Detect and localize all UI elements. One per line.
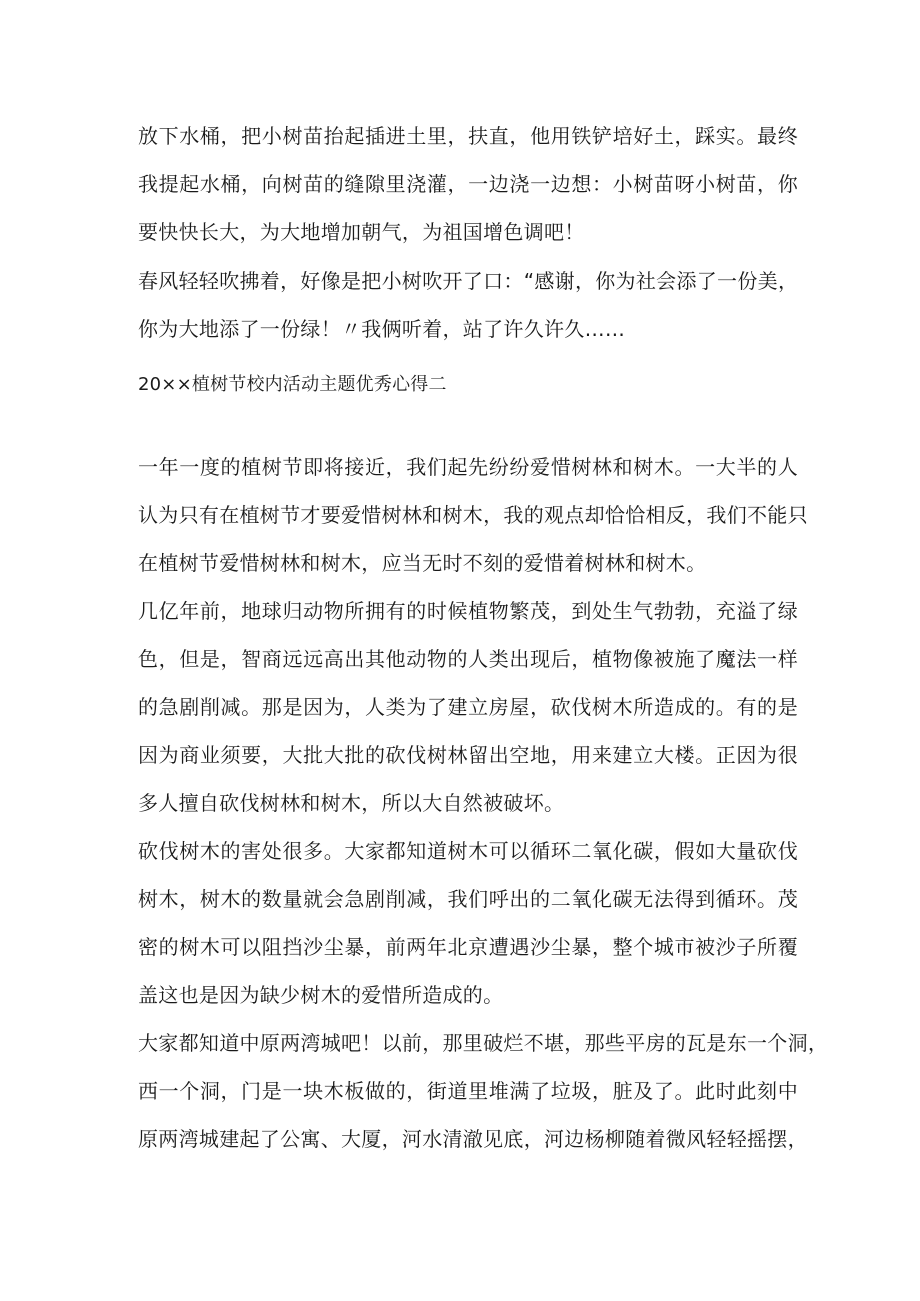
text-line: 砍伐树木的害处很多。大家都知道树木可以循环二氧化碳，假如大量砍伐	[138, 839, 798, 863]
text-line: 放下水桶，把小树苗抬起插进土里，扶直，他用铁铲培好土，踩实。最终	[138, 124, 798, 148]
text-line: 我提起水桶，向树苗的缝隙里浇灌，一边浇一边想：小树苗呀小树苗，你	[138, 172, 798, 196]
text-line: 因为商业须要，大批大批的砍伐树林留出空地，用来建立大楼。正因为很	[138, 743, 798, 767]
text-line: 大家都知道中原两湾城吧！以前，那里破烂不堪，那些平房的瓦是东一个洞，	[138, 1031, 829, 1055]
text-line: 西一个洞，门是一块木板做的，街道里堆满了垃圾，脏及了。此时此刻中	[138, 1079, 798, 1103]
text-line: 你为大地添了一份绿！〃我俩听着，站了许久许久……	[138, 317, 626, 341]
text-line: 认为只有在植树节才要爱惜树林和树木，我的观点却恰恰相反，我们不能只	[138, 503, 808, 527]
text-line: 的急剧削减。那是因为，人类为了建立房屋，砍伐树木所造成的。有的是	[138, 695, 798, 719]
text-line: 几亿年前，地球归动物所拥有的时候植物繁茂，到处生气勃勃，充溢了绿	[138, 599, 798, 623]
text-line: 色，但是，智商远远高出其他动物的人类出现后，植物像被施了魔法一样	[138, 647, 798, 671]
text-line: 密的树木可以阻挡沙尘暴，前两年北京遭遇沙尘暴，整个城市被沙子所覆	[138, 935, 798, 959]
section-heading: 20××植树节校内活动主题优秀心得二	[138, 374, 447, 395]
text-line: 一年一度的植树节即将接近，我们起先纷纷爱惜树林和树木。一大半的人	[138, 455, 798, 479]
text-line: 盖这也是因为缺少树木的爱惜所造成的。	[138, 983, 504, 1007]
text-line: 在植树节爱惜树林和树木，应当无时不刻的爱惜着树林和树木。	[138, 551, 707, 575]
text-line: 树木，树木的数量就会急剧削减，我们呼出的二氧化碳无法得到循环。茂	[138, 887, 798, 911]
text-line: 原两湾城建起了公寓、大厦，河水清澈见底，河边杨柳随着微风轻轻摇摆，	[138, 1127, 808, 1151]
text-line: 要快快长大，为大地增加朝气，为祖国增色调吧！	[138, 220, 585, 244]
text-line: 春风轻轻吹拂着，好像是把小树吹开了口：“感谢，你为社会添了一份美，	[138, 269, 799, 293]
text-line: 多人擅自砍伐树林和树木，所以大自然被破坏。	[138, 791, 565, 815]
